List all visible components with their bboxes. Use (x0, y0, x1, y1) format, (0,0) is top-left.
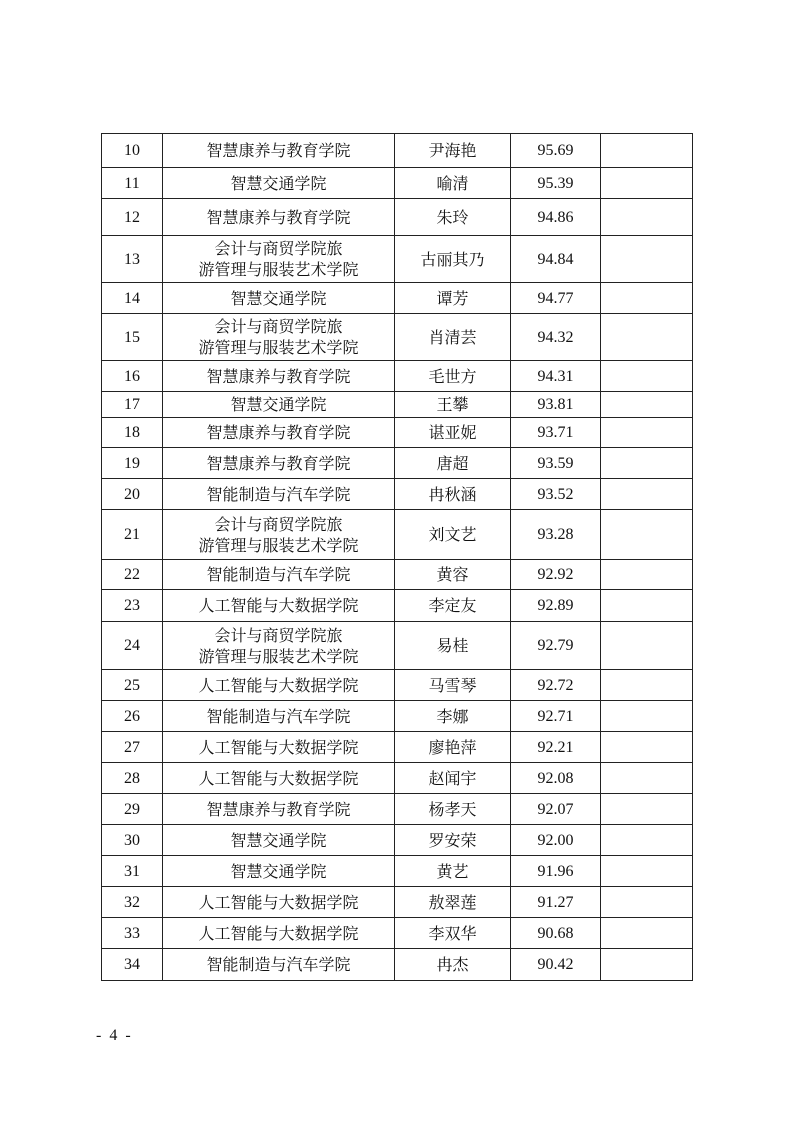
college-cell (163, 448, 395, 479)
college-name-line: 游管理与服装艺术学院 (198, 646, 359, 666)
table-row (102, 418, 693, 448)
person-name: 罗安荣 (395, 825, 511, 856)
college-name-line: 人工智能与大数据学院 (198, 596, 359, 615)
row-number: 31 (102, 856, 163, 887)
row-number: 12 (102, 199, 163, 236)
row-number: 25 (102, 670, 163, 701)
remark-cell (601, 918, 693, 949)
person-name: 廖艳萍 (395, 732, 511, 763)
remark-cell (601, 134, 693, 168)
row-number: 18 (102, 418, 163, 448)
score: 91.27 (511, 887, 601, 918)
person-name: 古丽其乃 (395, 236, 511, 283)
ranking-table (101, 133, 693, 981)
remark-cell (601, 590, 693, 622)
person-name: 李定友 (395, 590, 511, 622)
college-name-line: 智能制造与汽车学院 (206, 955, 351, 974)
row-number: 19 (102, 448, 163, 479)
table-row (102, 918, 693, 949)
table-row (102, 510, 693, 560)
score: 93.28 (511, 510, 601, 560)
college-name-line: 游管理与服装艺术学院 (198, 260, 359, 279)
college-name-line: 人工智能与大数据学院 (198, 768, 359, 788)
table-row (102, 314, 693, 361)
college-name-line: 智慧康养与教育学院 (206, 207, 351, 227)
remark-cell (601, 168, 693, 199)
college-name-line: 智能制造与汽车学院 (206, 484, 351, 504)
college-cell (163, 887, 395, 918)
college-name-line: 智慧交通学院 (230, 395, 327, 414)
table-row (102, 392, 693, 418)
person-name: 李双华 (395, 918, 511, 949)
college-name-line: 人工智能与大数据学院 (198, 923, 359, 943)
college-cell (163, 418, 395, 448)
page-number: - 4 - (96, 1027, 133, 1044)
score: 93.71 (511, 418, 601, 448)
remark-cell (601, 825, 693, 856)
remark-cell (601, 856, 693, 887)
college-cell (163, 949, 395, 981)
table-row (102, 701, 693, 732)
person-name: 尹海艳 (395, 134, 511, 168)
score: 94.32 (511, 314, 601, 361)
college-cell (163, 590, 395, 622)
score: 92.72 (511, 670, 601, 701)
row-number: 34 (102, 949, 163, 981)
college-name-line: 智慧康养与教育学院 (206, 453, 351, 473)
remark-cell (601, 392, 693, 418)
score: 95.39 (511, 168, 601, 199)
row-number: 29 (102, 794, 163, 825)
college-name-line: 智能制造与汽车学院 (206, 565, 351, 584)
score: 92.71 (511, 701, 601, 732)
table-row (102, 622, 693, 670)
score: 94.84 (511, 236, 601, 283)
person-name: 朱玲 (395, 199, 511, 236)
table-row (102, 763, 693, 794)
college-name-line: 会计与商贸学院旅 (214, 625, 343, 645)
remark-cell (601, 701, 693, 732)
score: 92.79 (511, 622, 601, 670)
row-number: 21 (102, 510, 163, 560)
score: 92.00 (511, 825, 601, 856)
college-cell (163, 168, 395, 199)
person-name: 黄容 (395, 560, 511, 590)
row-number: 15 (102, 314, 163, 361)
score: 92.21 (511, 732, 601, 763)
college-name-line: 智慧交通学院 (230, 861, 327, 881)
person-name: 冉秋涵 (395, 479, 511, 510)
person-name: 喻清 (395, 168, 511, 199)
college-cell (163, 479, 395, 510)
row-number: 20 (102, 479, 163, 510)
row-number: 33 (102, 918, 163, 949)
score: 92.07 (511, 794, 601, 825)
remark-cell (601, 510, 693, 560)
college-cell (163, 236, 395, 283)
row-number: 24 (102, 622, 163, 670)
college-cell (163, 560, 395, 590)
person-name: 赵闻宇 (395, 763, 511, 794)
row-number: 10 (102, 134, 163, 168)
college-name-line: 会计与商贸学院旅 (214, 317, 343, 336)
row-number: 16 (102, 361, 163, 392)
score: 95.69 (511, 134, 601, 168)
remark-cell (601, 283, 693, 314)
remark-cell (601, 622, 693, 670)
college-name-line: 智能制造与汽车学院 (206, 706, 351, 726)
score: 91.96 (511, 856, 601, 887)
score: 92.92 (511, 560, 601, 590)
row-number: 32 (102, 887, 163, 918)
remark-cell (601, 236, 693, 283)
person-name: 肖清芸 (395, 314, 511, 361)
college-cell (163, 199, 395, 236)
person-name: 唐超 (395, 448, 511, 479)
row-number: 13 (102, 236, 163, 283)
college-cell (163, 510, 395, 560)
college-cell (163, 763, 395, 794)
college-name-line: 智慧康养与教育学院 (206, 366, 351, 386)
person-name: 易桂 (395, 622, 511, 670)
score: 93.81 (511, 392, 601, 418)
remark-cell (601, 361, 693, 392)
table-row (102, 856, 693, 887)
remark-cell (601, 560, 693, 590)
person-name: 王攀 (395, 392, 511, 418)
score: 90.42 (511, 949, 601, 981)
table-row (102, 887, 693, 918)
college-cell (163, 794, 395, 825)
score: 93.52 (511, 479, 601, 510)
table-row (102, 825, 693, 856)
college-cell (163, 134, 395, 168)
remark-cell (601, 199, 693, 236)
row-number: 27 (102, 732, 163, 763)
person-name: 刘文艺 (395, 510, 511, 560)
remark-cell (601, 314, 693, 361)
table-row (102, 732, 693, 763)
college-name-line: 会计与商贸学院旅 (214, 239, 343, 258)
row-number: 17 (102, 392, 163, 418)
college-name-line: 智慧康养与教育学院 (206, 423, 351, 442)
ranking-table-body (102, 134, 693, 981)
score: 92.08 (511, 763, 601, 794)
college-cell (163, 283, 395, 314)
table-row (102, 199, 693, 236)
remark-cell (601, 949, 693, 981)
table-row (102, 361, 693, 392)
remark-cell (601, 794, 693, 825)
college-name-line: 游管理与服装艺术学院 (198, 535, 359, 555)
college-cell (163, 361, 395, 392)
table-row (102, 448, 693, 479)
person-name: 毛世方 (395, 361, 511, 392)
row-number: 28 (102, 763, 163, 794)
row-number: 26 (102, 701, 163, 732)
table-row (102, 134, 693, 168)
college-name-line: 人工智能与大数据学院 (198, 892, 359, 912)
college-name-line: 人工智能与大数据学院 (198, 737, 359, 757)
college-name-line: 会计与商贸学院旅 (214, 514, 343, 534)
college-name-line: 智慧交通学院 (230, 830, 327, 850)
table-row (102, 560, 693, 590)
person-name: 谌亚妮 (395, 418, 511, 448)
table-row (102, 670, 693, 701)
person-name: 谭芳 (395, 283, 511, 314)
remark-cell (601, 448, 693, 479)
row-number: 23 (102, 590, 163, 622)
score: 90.68 (511, 918, 601, 949)
person-name: 李娜 (395, 701, 511, 732)
college-cell (163, 670, 395, 701)
person-name: 马雪琴 (395, 670, 511, 701)
college-name-line: 智慧交通学院 (230, 288, 327, 308)
person-name: 黄艺 (395, 856, 511, 887)
college-cell (163, 856, 395, 887)
college-name-line: 智慧交通学院 (230, 173, 327, 193)
score: 94.86 (511, 199, 601, 236)
row-number: 11 (102, 168, 163, 199)
college-cell (163, 314, 395, 361)
table-row (102, 590, 693, 622)
college-cell (163, 825, 395, 856)
row-number: 14 (102, 283, 163, 314)
person-name: 杨孝天 (395, 794, 511, 825)
college-cell (163, 701, 395, 732)
college-cell (163, 918, 395, 949)
college-cell (163, 392, 395, 418)
table-row (102, 794, 693, 825)
row-number: 30 (102, 825, 163, 856)
score: 93.59 (511, 448, 601, 479)
remark-cell (601, 763, 693, 794)
remark-cell (601, 479, 693, 510)
table-row (102, 283, 693, 314)
remark-cell (601, 732, 693, 763)
college-name-line: 游管理与服装艺术学院 (198, 338, 359, 357)
college-name-line: 人工智能与大数据学院 (198, 675, 359, 695)
person-name: 敖翠莲 (395, 887, 511, 918)
score: 92.89 (511, 590, 601, 622)
score: 94.31 (511, 361, 601, 392)
college-cell (163, 732, 395, 763)
table-row (102, 479, 693, 510)
remark-cell (601, 887, 693, 918)
table-row (102, 949, 693, 981)
table-row (102, 168, 693, 199)
row-number: 22 (102, 560, 163, 590)
college-name-line: 智慧康养与教育学院 (206, 141, 351, 160)
college-cell (163, 622, 395, 670)
remark-cell (601, 418, 693, 448)
score: 94.77 (511, 283, 601, 314)
remark-cell (601, 670, 693, 701)
table-row (102, 236, 693, 283)
person-name: 冉杰 (395, 949, 511, 981)
college-name-line: 智慧康养与教育学院 (206, 799, 351, 819)
